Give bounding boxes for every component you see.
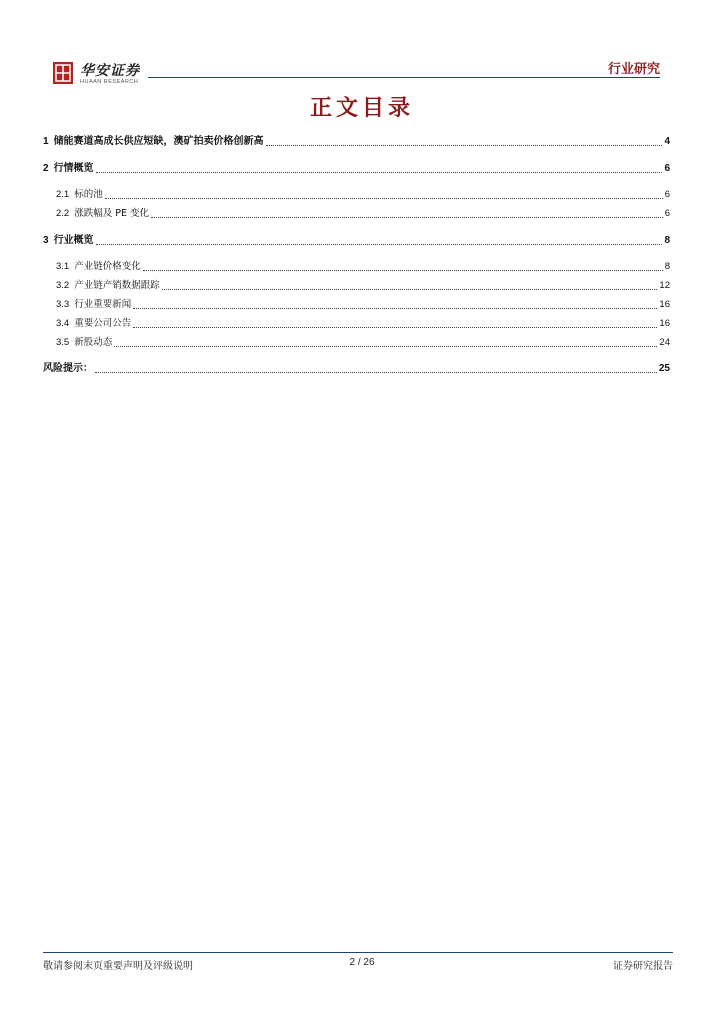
toc-item-number: 3.4 — [56, 318, 70, 329]
toc-item-page: 12 — [659, 280, 670, 291]
toc-item-number: 3.2 — [56, 280, 70, 291]
header-rule — [148, 77, 660, 78]
toc-leader — [143, 270, 663, 271]
toc-item-3-2[interactable] — [43, 280, 670, 292]
toc-leader — [133, 327, 657, 328]
toc-leader — [133, 308, 657, 309]
toc-item-number: 2.1 — [56, 189, 70, 200]
toc-leader — [95, 372, 657, 373]
toc-item-2-2[interactable] — [43, 208, 670, 220]
toc-item-text: 产业链价格变化 — [74, 261, 141, 272]
toc-item-page: 8 — [664, 261, 670, 272]
toc-item-3-1[interactable] — [43, 261, 670, 273]
toc-item-text: 涨跌幅及 PE 变化 — [74, 208, 149, 219]
toc-item-text: 行业概览 — [53, 235, 94, 246]
toc-item-3-5[interactable] — [43, 337, 670, 349]
toc-leader — [114, 346, 657, 347]
toc-item-text: 重要公司公告 — [74, 318, 132, 329]
footer-report-type: 证券研究报告 — [613, 961, 673, 972]
toc-item-text: 标的池 — [74, 189, 103, 200]
toc-item-text: 行业重要新闻 — [74, 299, 132, 310]
toc-item-3-4[interactable] — [43, 318, 670, 330]
page-header — [0, 0, 724, 100]
toc-leader — [162, 289, 658, 290]
toc-item-3[interactable] — [43, 235, 670, 247]
toc-leader — [96, 172, 663, 173]
brand-name-cn: 华安证券 — [80, 63, 140, 79]
toc-item-number: 2.2 — [56, 208, 70, 219]
toc-leader — [266, 145, 663, 146]
toc-item-text: 产业链产销数据跟踪 — [74, 280, 160, 291]
toc-item-text: 行情概览 — [53, 163, 94, 174]
footer-disclaimer: 敬请参阅末页重要声明及评级说明 — [43, 961, 193, 972]
page-indicator: 2 / 26 — [349, 957, 375, 968]
toc-item-page: 8 — [664, 235, 670, 246]
toc-leader — [96, 244, 663, 245]
toc-item-2-1[interactable] — [43, 189, 670, 201]
toc-item-page: 16 — [659, 318, 670, 329]
toc-item-risk[interactable] — [43, 363, 670, 375]
toc-item-2[interactable] — [43, 163, 670, 175]
toc-item-number: 2 — [43, 163, 49, 174]
brand-name-en: HUAAN RESEARCH — [80, 79, 139, 85]
toc-item-page: 6 — [664, 208, 670, 219]
toc-item-number: 3.1 — [56, 261, 70, 272]
toc-item-text: 风险提示： — [43, 363, 93, 374]
toc-item-page: 6 — [664, 189, 670, 200]
section-tag: 行业研究 — [607, 62, 660, 77]
toc-item-number: 1 — [43, 136, 49, 147]
toc-item-page: 16 — [659, 299, 670, 310]
toc-item-page: 6 — [664, 163, 670, 174]
toc-title: 正文目录 — [309, 96, 414, 121]
toc-leader — [151, 217, 663, 218]
toc-item-1[interactable] — [43, 136, 670, 148]
toc-item-text: 储能赛道高成长供应短缺，澳矿拍卖价格创新高 — [53, 136, 264, 147]
toc-item-3-3[interactable] — [43, 299, 670, 311]
toc-item-number: 3 — [43, 235, 49, 246]
huaan-logo-icon — [53, 62, 73, 84]
toc-item-number: 3.3 — [56, 299, 70, 310]
toc-item-number: 3.5 — [56, 337, 70, 348]
toc-leader — [105, 198, 663, 199]
toc-item-text: 新股动态 — [74, 337, 113, 348]
toc-item-page: 24 — [659, 337, 670, 348]
footer-rule — [43, 952, 673, 953]
toc-item-page: 4 — [664, 136, 670, 147]
toc-item-page: 25 — [658, 363, 670, 374]
